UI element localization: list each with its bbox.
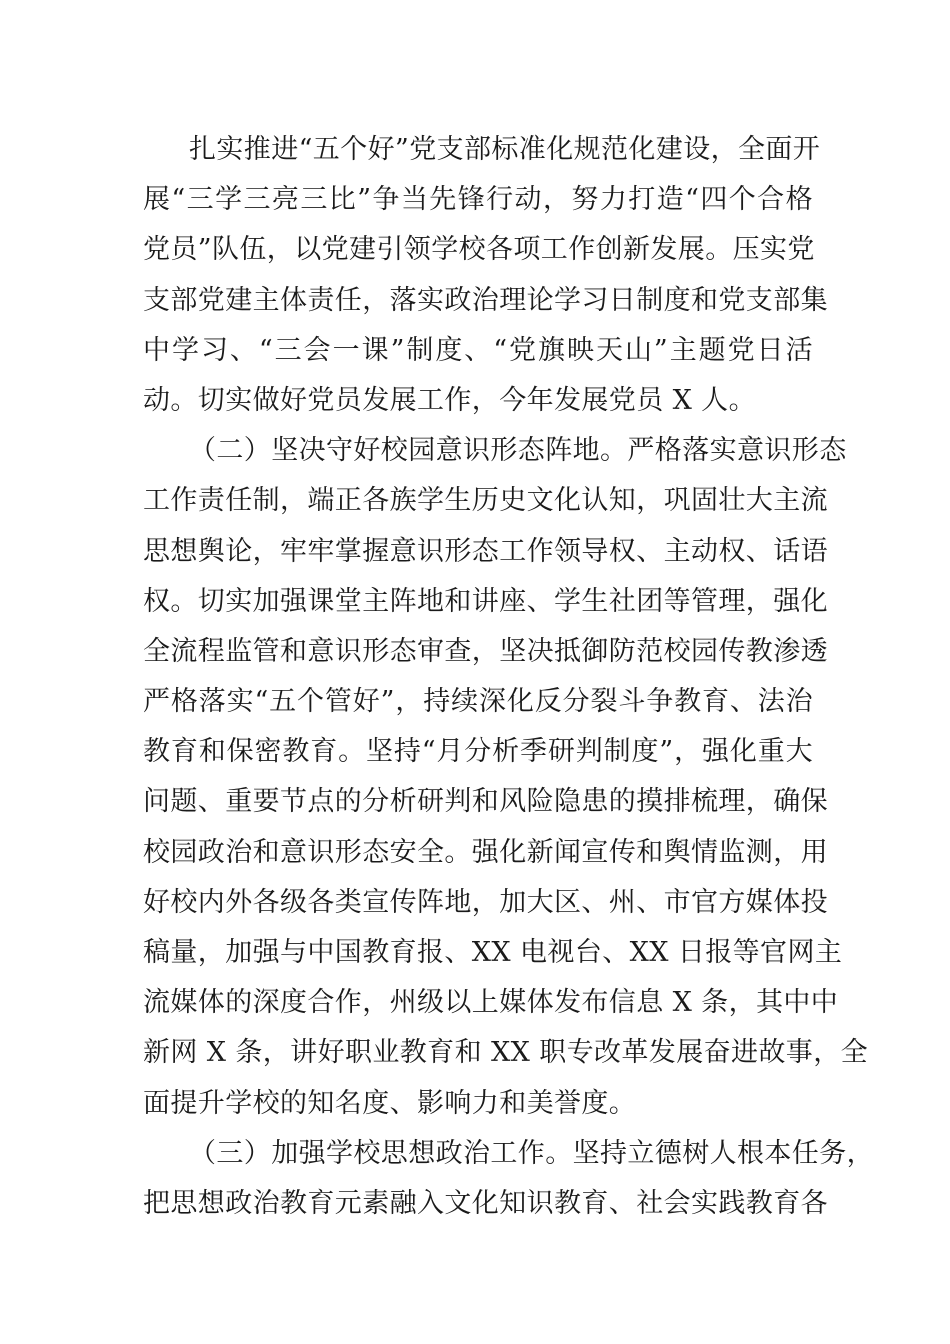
paragraph-2-line-11: 稿量，加强与中国教育报、XX 电视台、XX 日报等官网主 [143,937,843,968]
paragraph-3-line-2: 把思想政治教育元素融入文化知识教育、社会实践教育各 [143,1187,828,1219]
paragraph-2-line-2: 工作责任制，端正各族学生历史文化认知，巩固壮大主流 [143,485,828,517]
paragraph-2-line-5: 全流程监管和意识形态审查，坚决抵御防范校园传教渗透 [143,635,828,667]
paragraph-2-line-6: 严格落实“五个管好”，持续深化反分裂斗争教育、法治 [143,686,813,718]
paragraph-1-line-5: 中学习、“三会一课”制度、“党旗映天山”主题党日活 [143,334,813,366]
paragraph-2-line-12: 流媒体的深度合作，州级以上媒体发布信息 X 条，其中中 [143,987,839,1019]
paragraph-1-line-2: 展“三学三亮三比”争当先锋行动，努力打造“四个合格 [143,184,813,216]
paragraph-1-line-1: 扎实推进“五个好”党支部标准化规范化建设，全面开 [189,134,821,165]
paragraph-2-line-13: 新网 X 条，讲好职业教育和 XX 职专改革发展奋进故事，全 [143,1037,868,1069]
paragraph-2-line-7: 教育和保密教育。坚持“月分析季研判制度”，强化重大 [143,736,813,768]
paragraph-2-line-8: 问题、重要节点的分析研判和风险隐患的摸排梳理，确保 [143,786,828,818]
paragraph-1-line-6: 动。切实做好党员发展工作，今年发展党员 X 人。 [143,384,756,416]
paragraph-2-line-1: （二）坚决守好校园意识形态阵地。严格落实意识形态 [189,435,847,467]
paragraph-1-line-4: 支部党建主体责任，落实政治理论学习日制度和党支部集 [143,284,828,316]
document-body [143,125,874,1229]
paragraph-2-line-9: 校园政治和意识形态安全。强化新闻宣传和舆情监测，用 [143,836,828,868]
paragraph-1-line-3: 党员”队伍，以党建引领学校各项工作创新发展。压实党 [143,234,815,266]
paragraph-3-line-1: （三）加强学校思想政治工作。坚持立德树人根本任务， [189,1137,874,1169]
paragraph-2-line-10: 好校内外各级各类宣传阵地，加大区、州、市官方媒体投 [143,886,828,918]
paragraph-2-line-14: 面提升学校的知名度、影响力和美誉度。 [143,1087,637,1119]
paragraph-2-line-3: 思想舆论，牢牢掌握意识形态工作领导权、主动权、话语 [143,535,828,567]
paragraph-2-line-4: 权。切实加强课堂主阵地和讲座、学生社团等管理，强化 [143,585,828,617]
